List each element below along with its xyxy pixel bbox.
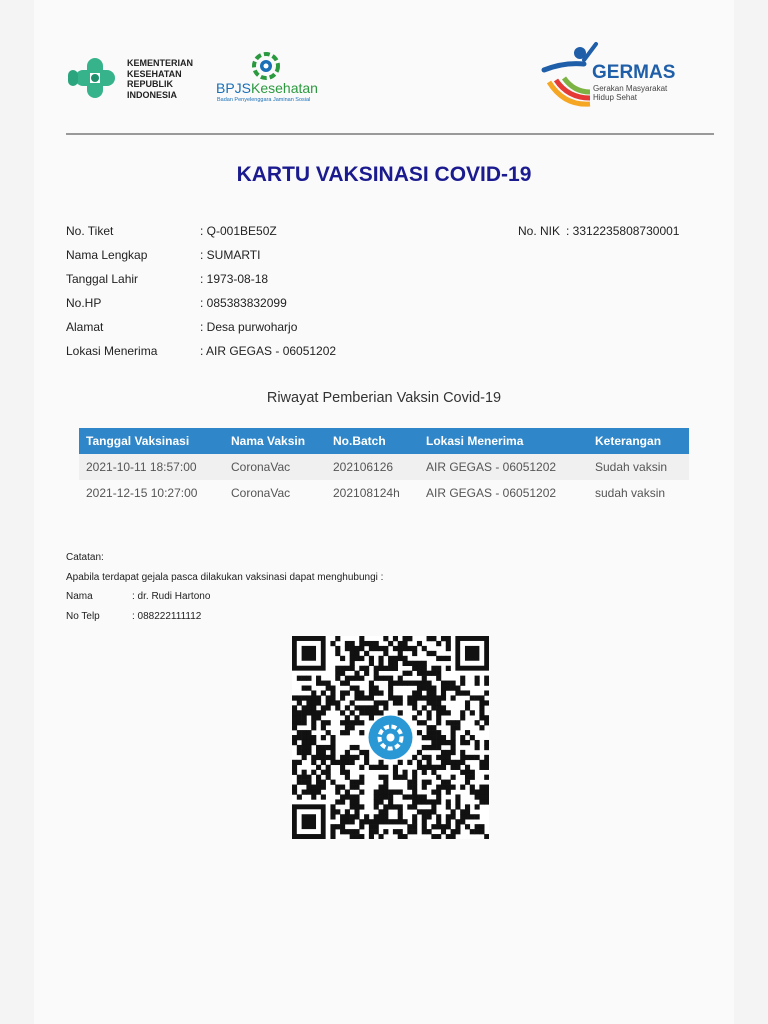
column-header: Keterangan — [595, 434, 662, 448]
info-value: : 1973-08-18 — [200, 272, 269, 286]
germas-title: GERMAS — [592, 62, 676, 83]
info-value: : SUMARTI — [200, 248, 261, 262]
page-title: KARTU VAKSINASI COVID-19 — [236, 163, 532, 186]
table-cell: AIR GEGAS - 06051202 — [426, 460, 557, 474]
table-cell: sudah vaksin — [595, 486, 666, 500]
info-label: Lokasi Menerima — [66, 344, 158, 358]
notes-heading: Catatan: — [66, 552, 104, 563]
table-row — [79, 454, 689, 480]
notes-contact-name: Nama : dr. Rudi Hartono — [66, 591, 211, 602]
info-row-nik — [518, 224, 679, 238]
info-row-hp — [66, 296, 287, 310]
column-header: Tanggal Vaksinasi — [86, 434, 190, 448]
qr-code — [292, 636, 489, 839]
info-value: : 3312235808730001 — [566, 224, 680, 238]
header-divider — [66, 133, 714, 135]
kemenkes-text: KEMENTERIAN KESEHATAN REPUBLIK INDONESIA — [127, 58, 194, 100]
info-row-nama — [66, 248, 260, 262]
table-cell: CoronaVac — [231, 460, 291, 474]
bpjs-brand: BPJSKesehatan — [216, 80, 318, 96]
column-header: Nama Vaksin — [231, 434, 306, 448]
table-cell: 202106126 — [333, 460, 394, 474]
info-row-lokasi — [66, 344, 336, 358]
germas-subtitle: Gerakan Masyarakat Hidup Sehat — [593, 84, 668, 102]
table-cell: 2021-10-11 18:57:00 — [86, 460, 197, 474]
info-label: Alamat — [66, 320, 104, 334]
document-page — [34, 0, 734, 1024]
bpjs-logo-icon — [369, 716, 413, 760]
info-row-lahir — [66, 272, 268, 286]
table-row — [79, 480, 689, 506]
notes-text: Apabila terdapat gejala pasca dilakukan vaksinasi dapat menghubungi : — [66, 571, 384, 583]
table-cell: AIR GEGAS - 06051202 — [426, 486, 557, 500]
bpjs-subtitle: Badan Penyelenggara Jaminan Sosial — [217, 97, 311, 103]
info-label: Nama Lengkap — [66, 248, 148, 262]
info-label: Tanggal Lahir — [66, 272, 139, 286]
info-label: No.HP — [66, 296, 102, 310]
info-row-tiket — [66, 224, 277, 238]
column-header: Lokasi Menerima — [426, 434, 524, 448]
table-header — [79, 428, 689, 454]
table-cell: 2021-12-15 10:27:00 — [86, 486, 198, 500]
notes-contact-phone: No Telp : 088222111112 — [66, 610, 202, 622]
info-value: : 085383832099 — [200, 296, 287, 310]
notes-section — [66, 548, 383, 626]
info-value: : AIR GEGAS - 06051202 — [200, 344, 337, 358]
column-header: No.Batch — [333, 434, 386, 448]
info-label: No. Tiket — [66, 224, 114, 238]
history-title: Riwayat Pemberian Vaksin Covid-19 — [266, 390, 502, 406]
info-value: : Desa purwoharjo — [200, 320, 298, 334]
vaccination-table — [79, 428, 689, 506]
table-cell: 202108124h — [333, 486, 400, 500]
table-cell: Sudah vaksin — [595, 460, 668, 474]
info-label: No. NIK — [518, 224, 561, 238]
table-cell: CoronaVac — [231, 486, 291, 500]
info-row-alamat — [66, 320, 297, 334]
info-value: : Q-001BE50Z — [200, 224, 277, 238]
